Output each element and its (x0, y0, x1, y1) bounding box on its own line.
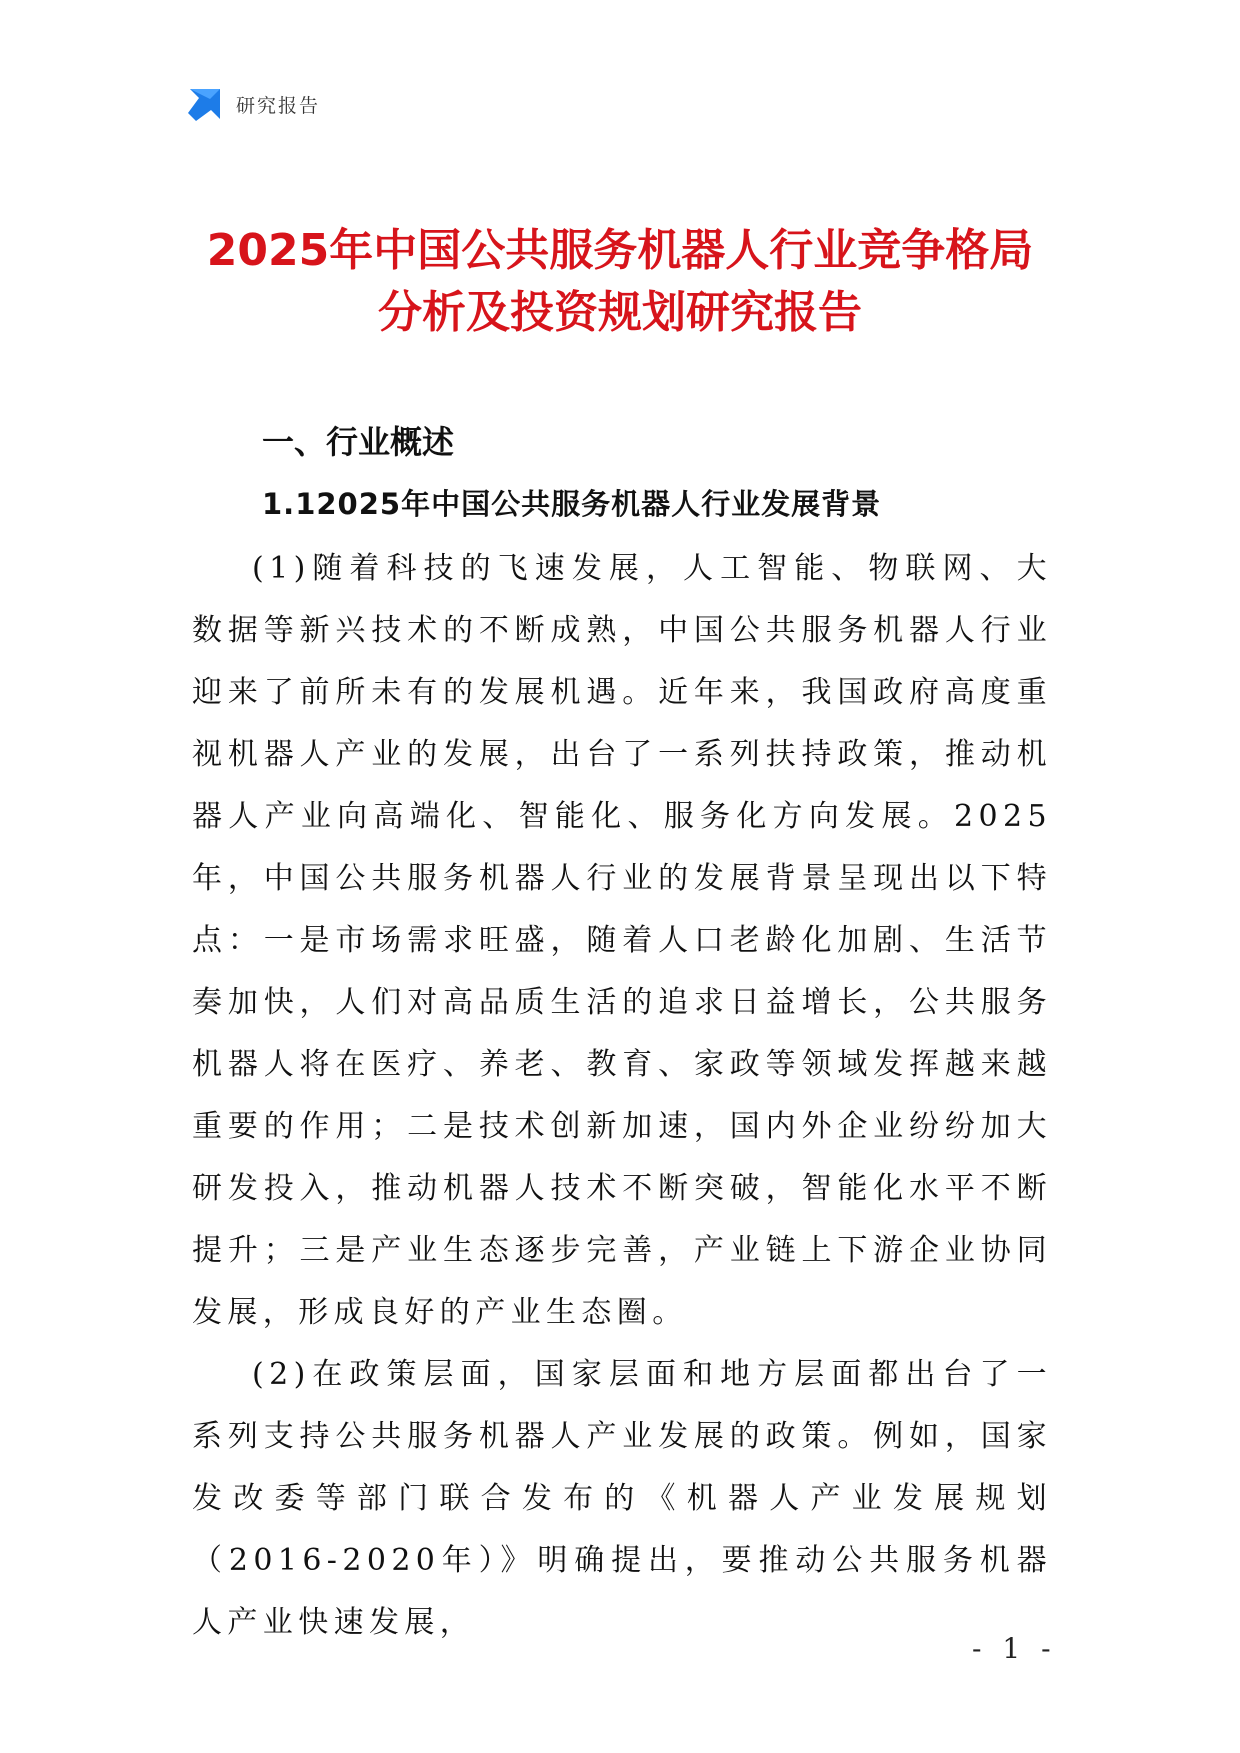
title-line-1: 2025年中国公共服务机器人行业竞争格局 (206, 225, 1034, 276)
paragraph-2: (2)在政策层面，国家层面和地方层面都出台了一系列支持公共服务机器人产业发展的政策。例如，国家发改委等部门联合发布的《机器人产业发展规划（2016-2020年）》明确提出，要推动公共服务机器人产业快速发展， (192, 1357, 1052, 1640)
report-header (188, 86, 320, 122)
report-title (120, 220, 1120, 344)
blue-arrow-logo-icon (188, 87, 222, 121)
header-label: 研究报告 (236, 94, 321, 117)
paragraph-1: (1)随着科技的飞速发展，人工智能、物联网、大数据等新兴技术的不断成熟，中国公共服务机器人行业迎来了前所未有的发展机遇。近年来，我国政府高度重视机器人产业的发展，出台了一系列扶持政策，推动机器人产业向高端化、智能化、服务化方向发展。2025年，中国公共服务机器人行业的发展背景呈现出以下特点：一是市场需求旺盛，随着人口老龄化加剧、生活节奏加快，人们对高品质生活的追求日益增长，公共服务机器人将在医疗、养老、教育、家政等领域发挥越来越重要的作用；二是技术创新加速，国内外企业纷纷加大研发投入，推动机器人技术不断突破，智能化水平不断提升；三是产业生态逐步完善，产业链上下游企业协同发展，形成良好的产业生态圈。 (192, 551, 1052, 1330)
section-subheading: 1.12025年中国公共服务机器人行业发展背景 (262, 487, 882, 521)
page-number: - 1 - (972, 1632, 1057, 1665)
title-line-2: 分析及投资规划研究报告 (378, 287, 862, 338)
section-heading: 一、行业概述 (262, 423, 455, 461)
